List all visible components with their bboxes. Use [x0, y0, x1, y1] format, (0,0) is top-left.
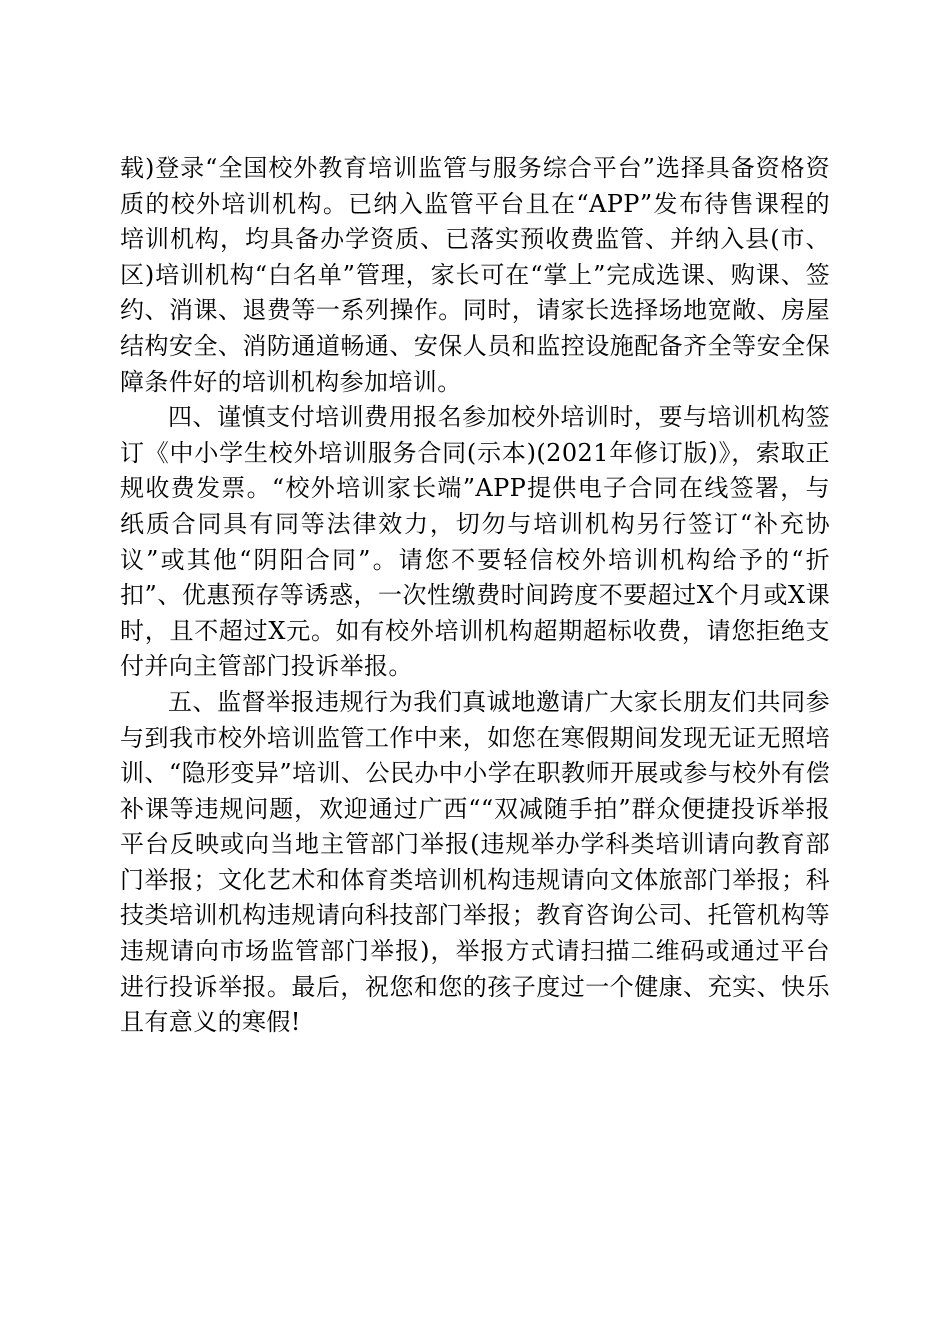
paragraph-report-violations: 五、监督举报违规行为我们真诚地邀请广大家长朋友们共同参与到我市校外培训监管工作中来，如您在寒假期间发现无证无照培训、“隐形变异”培训、公民办中小学在职教师开展或参与校外有偿补课等违规问题，欢迎通过广西““双减随手拍”群众便捷投诉举报平台反映或向当地主管部门举报(违规举办学科类培训请向教育部门举报；文化艺术和体育类培训机构违规请向文体旅部门举报；科技类培训机构违规请向科技部门举报；教育咨询公司、托管机构等违规请向市场监管部门举报)，举报方式请扫描二维码或通过平台进行投诉举报。最后，祝您和您的孩子度过一个健康、充实、快乐且有意义的寒假! — [120, 687, 830, 1037]
paragraph-platform-selection: 载)登录“全国校外教育培训监管与服务综合平台”选择具备资格资质的校外培训机构。已纳入监管平台且在“APP”发布待售课程的培训机构，均具备办学资质、已落实预收费监管、并纳入县(市、区)培训机构“白名单”管理，家长可在“掌上”完成选课、购课、签约、消课、退费等一系列操作。同时，请家长选择场地宽敞、房屋结构安全、消防通道畅通、安保人员和监控设施配备齐全等安全保障条件好的培训机构参加培训。 — [120, 154, 830, 396]
paragraph-payment-caution: 四、谨慎支付培训费用报名参加校外培训时，要与培训机构签订《中小学生校外培训服务合同(示本)(2021年修订版)》，索取正规收费发票。“校外培训家长端”APP提供电子合同在线签署，与纸质合同具有同等法律效力，切勿与培训机构另行签订“补充协议”或其他“阴阳合同”。请您不要轻信校外培训机构给予的“折扣”、优惠预存等诱惑，一次性缴费时间跨度不要超过X个月或X课时，且不超过X元。如有校外培训机构超期超标收费，请您拒绝支付并向主管部门投诉举报。 — [120, 403, 830, 681]
document-body — [120, 151, 830, 1041]
